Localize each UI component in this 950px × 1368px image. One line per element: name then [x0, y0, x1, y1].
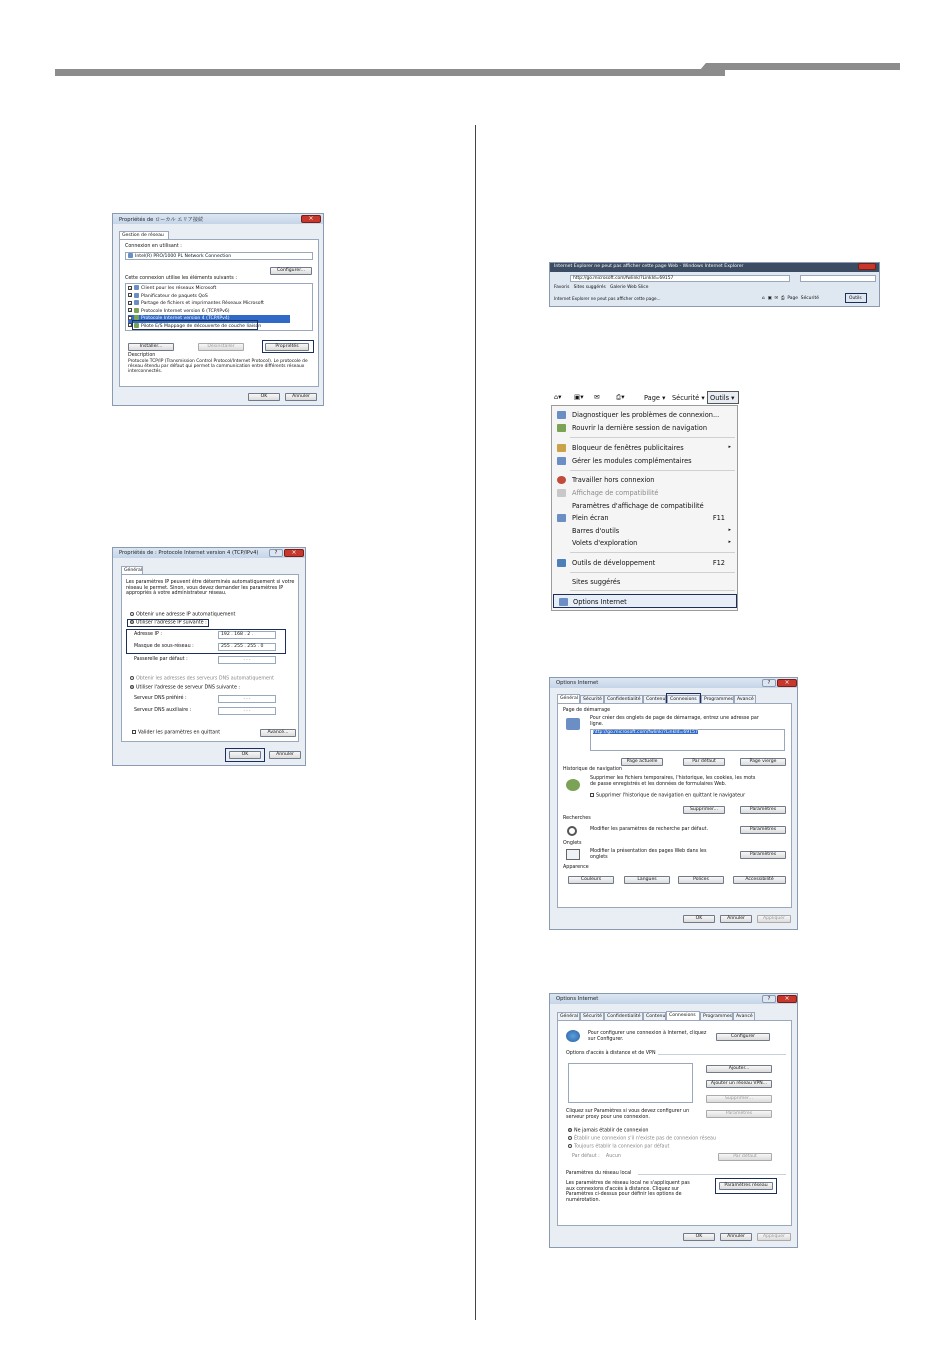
- list-item[interactable]: [128, 300, 310, 308]
- add-button[interactable]: Ajouter...: [706, 1065, 772, 1073]
- client-icon: [134, 285, 139, 290]
- menu-separator: [570, 590, 735, 591]
- gateway-field[interactable]: . . .: [218, 656, 276, 664]
- auto-dns-radio[interactable]: [130, 676, 274, 683]
- menu-item-addons[interactable]: Gérer les modules complémentaires: [572, 457, 692, 465]
- appearance-label: Apparence: [563, 865, 589, 870]
- internet-options-general-window: [549, 677, 798, 930]
- checkbox[interactable]: ✓: [129, 300, 133, 306]
- menu-item-diagnose[interactable]: Diagnostiquer les problèmes de connexion...: [572, 411, 720, 419]
- delete-button[interactable]: Supprimer...: [683, 806, 725, 814]
- checkbox[interactable]: [132, 730, 136, 734]
- tab-panel: [557, 1020, 792, 1226]
- vpn-divider: [658, 1054, 786, 1055]
- tab-general[interactable]: Général: [557, 1012, 580, 1020]
- shortcut-f12: F12: [712, 559, 725, 567]
- browser-title: Internet Explorer ne peut pas afficher cette page Web - Windows Internet Explorer: [554, 264, 744, 269]
- close-button[interactable]: ×: [777, 679, 797, 687]
- set-default-button[interactable]: Par défaut: [718, 1153, 772, 1161]
- tab-content[interactable]: Contenu: [643, 1012, 666, 1020]
- title-bar: [550, 994, 797, 1004]
- search-box[interactable]: [800, 275, 876, 282]
- cancel-button[interactable]: Annuler: [285, 393, 317, 401]
- radio-label: Obtenir une adresse IP automatiquement: [136, 612, 236, 618]
- ip-address-label: Adresse IP :: [134, 632, 162, 637]
- item-label: Client pour les réseaux Microsoft: [141, 286, 217, 291]
- menu-separator: [570, 437, 735, 438]
- menu-separator: [570, 572, 735, 573]
- network-adapter-icon: [128, 253, 133, 258]
- title-bar: [550, 678, 797, 688]
- apply-button[interactable]: Appliquer: [757, 915, 791, 923]
- fullscreen-icon: [557, 514, 566, 522]
- description-text: Protocole TCP/IP (Transmission Control Protocol/Internet Protocol). Le protocole de réseau étendu par défaut qui permet la communication entre différents réseaux interconnectés.: [128, 359, 308, 374]
- home-page-url: http://go.microsoft.com/fwlink/?LinkId=69157: [593, 730, 698, 735]
- search-text: Modifier les paramètres de recherche par défaut.: [590, 827, 709, 832]
- vpn-list[interactable]: [568, 1063, 693, 1103]
- tab-security[interactable]: Sécurité: [580, 695, 604, 703]
- search-label: Recherches: [563, 816, 591, 821]
- tab-networking[interactable]: Gestion de réseau: [119, 231, 169, 240]
- items-label: Cette connexion utilise les éléments suivants :: [125, 276, 237, 281]
- checkbox[interactable]: ✓: [129, 308, 133, 313]
- feeds-icon[interactable]: ▣▾: [574, 393, 584, 401]
- radio[interactable]: [568, 1128, 572, 1132]
- tab-programs[interactable]: Programmes: [700, 1012, 733, 1020]
- subnet-mask-label: Masque de sous-réseau :: [134, 644, 194, 649]
- ok-button[interactable]: OK: [229, 751, 261, 759]
- tab-general[interactable]: Général: [557, 694, 580, 703]
- shortcut-f11: F11: [712, 514, 725, 522]
- mail-icon[interactable]: ✉: [594, 393, 600, 401]
- item-label: Pilote E/S Mappage de découverte de couche liaison: [141, 323, 262, 329]
- diagnose-icon: [557, 411, 566, 419]
- internet-options-icon: [559, 598, 568, 606]
- submenu-arrow-icon: ▸: [728, 444, 731, 450]
- suggested-sites[interactable]: Sites suggérés: [573, 285, 606, 290]
- print-icon[interactable]: ⎙▾: [616, 393, 625, 401]
- adapter-name: Intel(R) PRO/1000 PL Network Connection: [135, 254, 232, 259]
- page-menu[interactable]: Page ▾: [644, 394, 666, 402]
- protocol-icon: [134, 308, 139, 313]
- tab-security[interactable]: Sécurité: [580, 1012, 604, 1020]
- languages-button[interactable]: Langues: [624, 876, 670, 884]
- colors-button[interactable]: Couleurs: [568, 876, 614, 884]
- close-button[interactable]: ×: [777, 995, 797, 1003]
- tab-panel: [121, 574, 299, 742]
- adapter-field: [125, 252, 313, 260]
- menu-item-toolbars[interactable]: Barres d'outils: [572, 527, 620, 535]
- globe-icon: [566, 1030, 580, 1042]
- radio[interactable]: [130, 685, 134, 689]
- browser-window: [549, 262, 880, 307]
- vpn-label: Options d'accès à distance et de VPN: [566, 1051, 656, 1056]
- menu-item-compat-view: Affichage de compatibilité: [572, 489, 659, 497]
- tools-label: Outils: [710, 394, 730, 402]
- radio[interactable]: [130, 676, 134, 680]
- favorites-bar: [554, 285, 648, 291]
- radio-label: Établir une connexion s'il n'existe pas de connexion réseau: [574, 1136, 717, 1142]
- browser-tab[interactable]: Internet Explorer ne peut pas afficher cette page...: [554, 296, 661, 301]
- use-dns-radio[interactable]: [130, 685, 240, 692]
- local-connection-properties-window: [112, 213, 324, 406]
- menu-item-devtools[interactable]: Outils de développement: [572, 559, 656, 567]
- auto-ip-radio[interactable]: [130, 612, 235, 619]
- submenu-arrow-icon: ▸: [728, 527, 731, 533]
- menu-item-popup-blocker[interactable]: Bloqueur de fenêtres publicitaires: [572, 444, 684, 452]
- highlight-properties-button: [262, 340, 314, 353]
- cancel-button[interactable]: Annuler: [720, 1233, 752, 1241]
- radio-label: Toujours établir la connexion par défaut: [574, 1144, 670, 1150]
- tab-panel: [119, 239, 319, 387]
- help-button[interactable]: ?: [762, 679, 776, 687]
- item-label: Planificateur de paquets QoS: [141, 293, 208, 299]
- remove-button[interactable]: Supprimer...: [706, 1095, 772, 1103]
- tab-advanced[interactable]: Avancé: [734, 695, 756, 703]
- browser-title-bar: [550, 263, 879, 272]
- checkbox[interactable]: ✓: [129, 315, 133, 321]
- help-button[interactable]: ?: [269, 549, 283, 557]
- always-dial-radio[interactable]: [568, 1144, 669, 1151]
- radio-label: Ne jamais établir de connexion: [574, 1128, 649, 1134]
- tab-privacy[interactable]: Confidentialité: [604, 695, 643, 703]
- advanced-button[interactable]: Avancé...: [260, 729, 296, 737]
- configure-button[interactable]: Configurer...: [270, 267, 312, 275]
- page-label: Page: [644, 394, 660, 402]
- close-button[interactable]: ×: [301, 215, 321, 223]
- highlight-lan-settings: [715, 1178, 777, 1194]
- mail-icon[interactable]: ✉: [774, 296, 779, 301]
- popup-blocker-icon: [557, 444, 566, 452]
- history-delete-checkbox[interactable]: [590, 793, 745, 800]
- home-icon[interactable]: ⌂▾: [554, 393, 562, 401]
- radio-label: Utiliser l'adresse de serveur DNS suivante :: [136, 685, 241, 691]
- security-label: Sécurité: [672, 394, 700, 402]
- window-title: Propriétés de ローカル エリア接続: [119, 217, 204, 223]
- internet-options-connections-window: [549, 993, 798, 1248]
- menu-separator: [570, 470, 735, 471]
- lan-text: Les paramètres de réseau local ne s'appliquent pas aux connexions d'accès à distance. Cliquez sur Paramètres ci-dessus pour définir les options de numérotation.: [566, 1181, 690, 1203]
- never-dial-radio[interactable]: [568, 1128, 648, 1135]
- item-label: Protocole Internet version 4 (TCP/IPv4): [141, 316, 230, 321]
- window-title: Propriétés de : Protocole Internet version 4 (TCP/IPv4): [119, 550, 259, 556]
- tab-panel: [557, 703, 792, 908]
- default-value: Aucun: [605, 1154, 621, 1159]
- help-button[interactable]: ?: [762, 995, 776, 1003]
- gateway-label: Passerelle par défaut :: [134, 657, 188, 662]
- description-label: Description: [128, 353, 156, 358]
- addons-icon: [557, 457, 566, 465]
- lan-label: Paramètres du réseau local: [566, 1171, 632, 1176]
- history-icon: [566, 779, 580, 791]
- highlight-tools: [845, 293, 867, 303]
- home-page-text: Pour créer des onglets de page de démarrage, entrez une adresse par ligne.: [590, 716, 759, 727]
- checkbox[interactable]: [590, 793, 594, 797]
- tools-dropdown: [551, 405, 738, 611]
- tools-menu-toolbar: [551, 391, 741, 405]
- settings-button[interactable]: Paramètres: [706, 1110, 772, 1118]
- ipv4-properties-window: [112, 547, 306, 766]
- devtools-icon: [557, 559, 566, 567]
- menu-item-internet-options[interactable]: [553, 594, 737, 608]
- page-menu[interactable]: Page: [787, 296, 798, 301]
- radio[interactable]: [568, 1136, 572, 1140]
- list-item[interactable]: [128, 285, 310, 293]
- ok-button[interactable]: OK: [248, 393, 280, 401]
- subnet-mask-field[interactable]: 255 . 255 . 255 . 0: [218, 643, 276, 651]
- offline-icon: [557, 476, 566, 484]
- connect-using-label: Connexion en utilisant :: [125, 244, 182, 249]
- home-page-url-field[interactable]: [590, 729, 785, 751]
- list-item[interactable]: [128, 308, 310, 316]
- default-label: Par défaut :: [572, 1154, 600, 1159]
- webslice-gallery[interactable]: Galerie Web Slice: [609, 285, 649, 290]
- highlight-use-ip: [127, 619, 209, 627]
- header-rule-right: [738, 63, 900, 70]
- menu-item-suggested-sites[interactable]: Sites suggérés: [572, 578, 621, 586]
- security-menu[interactable]: Sécurité ▾: [672, 394, 705, 402]
- alternate-dns-label: Serveur DNS auxiliaire :: [134, 708, 192, 713]
- window-title: Options Internet: [556, 680, 599, 686]
- header-rule: [55, 69, 725, 76]
- proxy-text: Cliquez sur Paramètres si vous devez configurer un serveur proxy pour une connexion.: [566, 1109, 690, 1120]
- setup-text: Pour configurer une connexion à Internet, cliquez sur Configurer.: [588, 1031, 707, 1042]
- qos-icon: [134, 293, 139, 298]
- column-divider: [475, 125, 476, 1320]
- command-bar: [762, 296, 819, 302]
- tab-general[interactable]: Général: [121, 566, 143, 575]
- default-connection: [572, 1154, 621, 1160]
- window-title: Options Internet: [556, 996, 599, 1002]
- item-label: Partage de fichiers et imprimantes Réseaux Microsoft: [141, 301, 264, 306]
- intro-text: Les paramètres IP peuvent être déterminés automatiquement si votre réseau le permet. Sinon, vous devez demander les paramètres IP appropriés à votre administrateur réseau.: [126, 580, 295, 596]
- radio[interactable]: [568, 1144, 572, 1148]
- internet-options-label: Options Internet: [573, 598, 627, 606]
- menu-separator: [570, 552, 735, 553]
- search-settings-button[interactable]: Paramètres: [740, 826, 786, 834]
- ok-button[interactable]: OK: [683, 915, 715, 923]
- tabs-settings-button[interactable]: Paramètres: [740, 851, 786, 859]
- alternate-dns-field[interactable]: . . .: [218, 707, 276, 715]
- history-settings-button[interactable]: Paramètres: [740, 806, 786, 814]
- setup-button[interactable]: Configurer: [716, 1033, 770, 1041]
- menu-item-offline[interactable]: Travailler hors connexion: [572, 476, 655, 484]
- close-button[interactable]: [858, 263, 876, 270]
- tab-privacy[interactable]: Confidentialité: [604, 1012, 643, 1020]
- submenu-arrow-icon: ▸: [728, 539, 731, 545]
- fonts-button[interactable]: Polices: [678, 876, 724, 884]
- lan-divider: [638, 1174, 786, 1175]
- item-label: Protocole Internet version 6 (TCP/IPv6): [141, 308, 230, 314]
- tab-content[interactable]: Contenu: [643, 695, 666, 703]
- uninstall-button[interactable]: Désinstaller: [198, 343, 244, 351]
- current-page-button[interactable]: Page actuelle: [621, 758, 663, 766]
- ok-button[interactable]: OK: [683, 1233, 715, 1241]
- home-icon[interactable]: ⌂: [762, 296, 765, 301]
- menu-item-fullscreen[interactable]: Plein écran: [572, 514, 609, 522]
- lan-settings-button[interactable]: Paramètres réseau: [719, 1182, 773, 1190]
- compat-view-icon: [557, 489, 566, 497]
- install-button[interactable]: Installer...: [128, 343, 174, 351]
- add-vpn-button[interactable]: Ajouter un réseau VPN...: [706, 1080, 772, 1088]
- tab-programs[interactable]: Programmes: [701, 695, 734, 703]
- accessibility-button[interactable]: Accessibilité: [733, 876, 786, 884]
- radio-label: Utiliser l'adresse IP suivante :: [136, 620, 207, 626]
- properties-button[interactable]: Propriétés: [265, 343, 309, 351]
- highlight-ok-button: [225, 748, 265, 762]
- tab-advanced[interactable]: Avancé: [733, 1012, 755, 1020]
- list-item[interactable]: [128, 293, 310, 301]
- dial-when-needed-radio[interactable]: [568, 1136, 716, 1143]
- checkbox[interactable]: ✓: [129, 323, 133, 328]
- preferred-dns-label: Serveur DNS préféré :: [134, 696, 187, 701]
- preferred-dns-field[interactable]: . . .: [218, 695, 276, 703]
- title-bar: [113, 214, 323, 224]
- checkbox-label: Valider les paramètres en quittant: [138, 730, 221, 736]
- apply-button[interactable]: Appliquer: [757, 1233, 791, 1241]
- cancel-button[interactable]: Annuler: [720, 915, 752, 923]
- tab-connections[interactable]: Connexions: [667, 695, 700, 703]
- search-icon: [567, 826, 577, 836]
- address-text: http://go.microsoft.com/fwlink/?LinkId=69157: [573, 276, 674, 281]
- menu-item-reopen[interactable]: Rouvrir la dernière session de navigation: [572, 424, 707, 432]
- cancel-button[interactable]: Annuler: [269, 751, 301, 759]
- validate-checkbox[interactable]: [132, 730, 220, 737]
- checkbox[interactable]: ✓: [129, 293, 133, 298]
- radio[interactable]: [130, 612, 134, 616]
- checkbox-label: Supprimer l'historique de navigation en quittant le navigateur: [596, 793, 746, 799]
- tools-menu-button[interactable]: Outils ▾: [707, 391, 739, 404]
- menu-item-compat-settings[interactable]: Paramètres d'affichage de compatibilité: [572, 502, 704, 510]
- history-label: Historique de navigation: [563, 767, 622, 772]
- home-page-label: Page de démarrage: [563, 708, 611, 713]
- close-button[interactable]: ×: [284, 549, 304, 557]
- reopen-session-icon: [557, 424, 566, 432]
- radio-label: Obtenir les adresses des serveurs DNS automatiquement: [136, 676, 274, 682]
- security-menu[interactable]: Sécurité: [800, 296, 819, 301]
- menu-item-explorer-bars[interactable]: Volets d'exploration: [572, 539, 638, 547]
- file-sharing-icon: [134, 300, 139, 305]
- print-icon[interactable]: ⎙: [781, 296, 785, 301]
- history-text: Supprimer les fichiers temporaires, l'historique, les cookies, les mots de passe enregistrés et les données de formulaires Web.: [590, 776, 756, 787]
- tab-connections[interactable]: Connexions: [666, 1011, 700, 1020]
- address-bar[interactable]: [570, 275, 790, 282]
- tabs-label: Onglets: [563, 841, 582, 846]
- favorites-button[interactable]: Favoris: [554, 285, 570, 290]
- tabs-icon: [566, 849, 580, 860]
- tools-menu[interactable]: Outils: [849, 296, 862, 301]
- blank-page-button[interactable]: Page vierge: [740, 758, 786, 766]
- feeds-icon[interactable]: ▣: [767, 296, 772, 301]
- default-button[interactable]: Par défaut: [683, 758, 725, 766]
- tabs-text: Modifier la présentation des pages Web dans les onglets: [590, 849, 707, 860]
- checkbox[interactable]: ✓: [129, 285, 133, 291]
- highlight-ipv4-item: [132, 320, 258, 330]
- home-page-icon: [566, 718, 580, 730]
- ip-address-field[interactable]: 192 . 168 . 2 .: [218, 631, 276, 639]
